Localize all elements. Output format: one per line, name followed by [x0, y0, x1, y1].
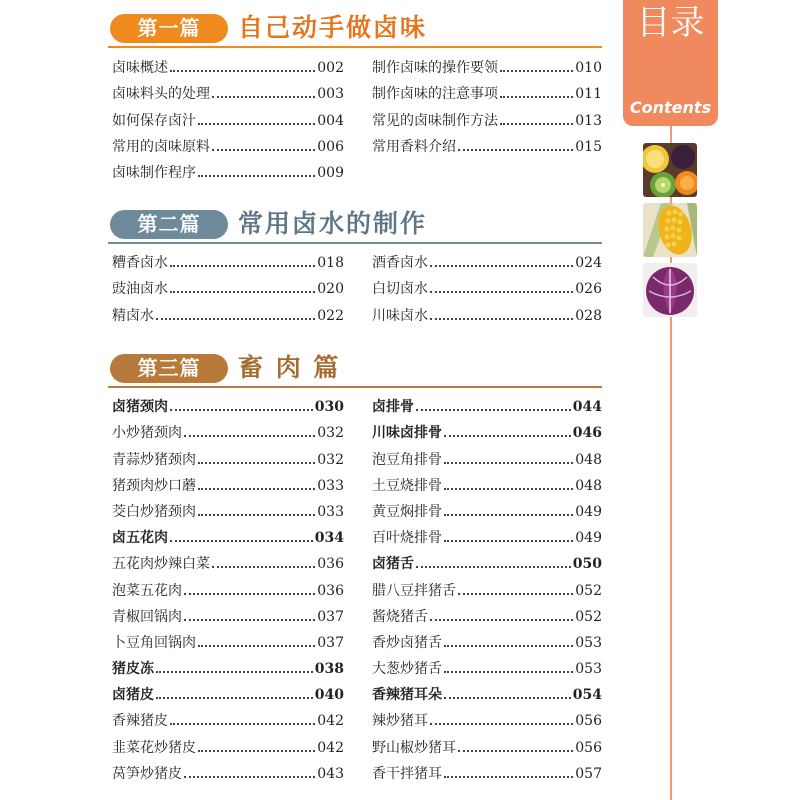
toc-entry-page-number: 034 [314, 530, 344, 547]
section-2-right-list [372, 246, 602, 325]
toc-entry-title: 香辣猪皮 [112, 713, 168, 730]
dot-leader [198, 123, 315, 125]
dot-leader [500, 70, 573, 72]
dot-leader [444, 540, 573, 542]
toc-entry-title: 卤味料头的处理 [112, 86, 210, 103]
toc-entry-title: 常见的卤味制作方法 [372, 112, 498, 129]
toc-entry[interactable] [112, 704, 344, 730]
dot-leader [444, 462, 573, 464]
dot-leader [430, 291, 573, 293]
toc-entry-page-number: 032 [317, 425, 344, 442]
toc-entry-title: 野山椒炒猪耳 [372, 739, 456, 756]
toc-entry[interactable] [372, 521, 602, 547]
toc-entry[interactable] [372, 469, 602, 495]
toc-entry-page-number: 036 [317, 582, 344, 599]
toc-entry-title: 卤猪颈肉 [112, 399, 168, 416]
toc-entry[interactable] [372, 600, 602, 626]
toc-entry-page-number: 037 [317, 634, 344, 651]
section-3-badge: 第三篇 [110, 354, 228, 383]
toc-entry-page-number: 042 [317, 739, 344, 756]
toc-entry-title: 卤猪舌 [372, 556, 414, 573]
toc-entry-title: 卜豆角回锅肉 [112, 634, 196, 651]
toc-entry[interactable] [112, 416, 344, 442]
dot-leader [444, 697, 571, 699]
toc-entry-title: 制作卤味的注意事项 [372, 86, 498, 103]
toc-entry-title: 猪皮冻 [112, 661, 154, 678]
toc-entry-title: 五花肉炒辣白菜 [112, 556, 210, 573]
dot-leader [212, 566, 315, 568]
toc-entry-page-number: 053 [575, 661, 602, 678]
toc-entry-title: 土豆烧排骨 [372, 477, 442, 494]
toc-entry-page-number: 024 [575, 255, 602, 272]
toc-entry[interactable] [372, 547, 602, 573]
toc-entry-title: 酒香卤水 [372, 255, 428, 272]
dot-leader [416, 409, 571, 411]
section-2-rule [108, 242, 602, 244]
section-3-right-list [372, 390, 602, 783]
toc-entry-page-number: 048 [575, 477, 602, 494]
section-1-right-list [372, 51, 602, 156]
toc-entry-title: 卤味制作程序 [112, 164, 196, 181]
toc-entry-title: 卤排骨 [372, 399, 414, 416]
toc-entry-page-number: 010 [575, 60, 602, 77]
toc-entry[interactable] [112, 442, 344, 468]
dot-leader [198, 645, 315, 647]
red-cabbage-photo [643, 263, 697, 317]
dot-leader [444, 514, 573, 516]
toc-entry-title: 青椒回锅肉 [112, 608, 182, 625]
toc-entry-title: 卤味概述 [112, 60, 168, 77]
toc-entry[interactable] [372, 390, 602, 416]
dot-leader [500, 96, 573, 98]
toc-entry-page-number: 044 [572, 399, 602, 416]
dot-leader [170, 291, 315, 293]
section-3-title: 畜 肉 篇 [238, 353, 341, 382]
toc-entry[interactable] [112, 130, 344, 156]
dot-leader [184, 593, 315, 595]
toc-entry-page-number: 013 [575, 112, 602, 129]
toc-entry-page-number: 048 [575, 451, 602, 468]
toc-entry[interactable] [372, 626, 602, 652]
toc-entry[interactable] [372, 77, 602, 103]
section-3-header [108, 348, 602, 388]
toc-entry-title: 如何保存卤汁 [112, 112, 196, 129]
dot-leader [184, 619, 315, 621]
toc-entry[interactable] [112, 652, 344, 678]
toc-entry[interactable] [112, 77, 344, 103]
toc-entry-title: 白切卤水 [372, 281, 428, 298]
toc-entry-page-number: 040 [314, 687, 344, 704]
dot-leader [184, 435, 315, 437]
toc-entry[interactable] [112, 495, 344, 521]
corn-photo [643, 203, 697, 257]
toc-entry-title: 卤五花肉 [112, 530, 168, 547]
dot-leader [156, 671, 313, 673]
toc-entry[interactable] [372, 51, 602, 77]
toc-entry-page-number: 050 [572, 556, 602, 573]
dot-leader [430, 723, 573, 725]
toc-entry-page-number: 057 [575, 765, 602, 782]
toc-entry-title: 辣炒猪耳 [372, 713, 428, 730]
toc-entry-page-number: 036 [317, 556, 344, 573]
dot-leader [458, 750, 573, 752]
toc-entry-page-number: 032 [317, 451, 344, 468]
dot-leader [444, 671, 573, 673]
section-1-title: 自己动手做卤味 [238, 13, 428, 42]
toc-entry-title: 川味卤水 [372, 307, 428, 324]
toc-entry-title: 泡豆角排骨 [372, 451, 442, 468]
contents-tab [623, 0, 718, 126]
toc-entry-title: 糟香卤水 [112, 255, 168, 272]
dot-leader [156, 318, 315, 320]
toc-entry[interactable] [112, 521, 344, 547]
toc-entry-page-number: 049 [575, 530, 602, 547]
toc-entry-page-number: 022 [317, 307, 344, 324]
toc-entry[interactable] [372, 678, 602, 704]
dot-leader [198, 175, 315, 177]
toc-entry[interactable] [372, 272, 602, 298]
toc-entry-title: 香炒卤猪舌 [372, 634, 442, 651]
toc-entry[interactable] [112, 298, 344, 324]
toc-entry[interactable] [372, 298, 602, 324]
dot-leader [444, 776, 573, 778]
toc-entry-title: 泡菜五花肉 [112, 582, 182, 599]
dot-leader [198, 514, 315, 516]
toc-entry[interactable] [372, 704, 602, 730]
dot-leader [212, 96, 315, 98]
toc-entry[interactable] [112, 730, 344, 756]
section-2-badge: 第二篇 [110, 210, 228, 239]
toc-entry[interactable] [372, 442, 602, 468]
dot-leader [170, 409, 313, 411]
toc-entry-page-number: 004 [317, 112, 344, 129]
toc-entry-page-number: 046 [572, 425, 602, 442]
toc-entry-title: 豉油卤水 [112, 281, 168, 298]
toc-entry-page-number: 054 [572, 687, 602, 704]
toc-entry[interactable] [372, 757, 602, 783]
dot-leader [444, 435, 571, 437]
toc-entry[interactable] [112, 626, 344, 652]
toc-entry[interactable] [112, 156, 344, 182]
section-1-header [108, 8, 602, 48]
toc-entry[interactable] [112, 469, 344, 495]
toc-entry[interactable] [112, 272, 344, 298]
toc-entry[interactable] [112, 246, 344, 272]
toc-entry-page-number: 052 [575, 608, 602, 625]
toc-entry-page-number: 020 [317, 281, 344, 298]
toc-entry[interactable] [112, 51, 344, 77]
section-3-left-list [112, 390, 344, 783]
toc-entry-page-number: 002 [317, 60, 344, 77]
contents-tab-subtitle: Contents [629, 98, 712, 117]
toc-entry-title: 酱烧猪舌 [372, 608, 428, 625]
toc-entry[interactable] [372, 103, 602, 129]
toc-entry-title: 韭菜花炒猪皮 [112, 739, 196, 756]
toc-entry-title: 精卤水 [112, 307, 154, 324]
dot-leader [500, 123, 573, 125]
dot-leader [444, 645, 573, 647]
toc-entry-title: 大葱炒猪舌 [372, 661, 442, 678]
toc-entry-title: 百叶烧排骨 [372, 530, 442, 547]
toc-entry-title: 香辣猪耳朵 [372, 687, 442, 704]
dot-leader [458, 593, 573, 595]
section-3-rule [108, 386, 602, 388]
toc-entry-page-number: 003 [317, 86, 344, 103]
section-1-badge: 第一篇 [110, 14, 228, 43]
dot-leader [416, 566, 571, 568]
toc-entry-page-number: 015 [575, 138, 602, 155]
toc-entry-page-number: 030 [314, 399, 344, 416]
toc-entry-page-number: 018 [317, 255, 344, 272]
toc-entry-title: 黄豆焖排骨 [372, 503, 442, 520]
toc-entry-title: 莴笋炒猪皮 [112, 765, 182, 782]
toc-entry[interactable] [372, 495, 602, 521]
toc-entry-title: 卤猪皮 [112, 687, 154, 704]
toc-entry-page-number: 033 [317, 477, 344, 494]
toc-entry-page-number: 052 [575, 582, 602, 599]
dot-leader [458, 149, 573, 151]
section-2-left-list [112, 246, 344, 325]
toc-entry-title: 香干拌猪耳 [372, 765, 442, 782]
dot-leader [156, 697, 313, 699]
toc-entry-page-number: 026 [575, 281, 602, 298]
toc-entry-page-number: 056 [575, 739, 602, 756]
toc-entry-title: 猪颈肉炒口蘑 [112, 477, 196, 494]
toc-entry-title: 常用的卤味原料 [112, 138, 210, 155]
toc-entry-page-number: 009 [317, 164, 344, 181]
dot-leader [184, 776, 315, 778]
toc-entry[interactable] [372, 730, 602, 756]
toc-entry-page-number: 038 [314, 661, 344, 678]
toc-entry-title: 茭白炒猪颈肉 [112, 503, 196, 520]
toc-entry[interactable] [112, 103, 344, 129]
toc-entry-title: 小炒猪颈肉 [112, 425, 182, 442]
dot-leader [170, 540, 313, 542]
toc-entry-page-number: 042 [317, 713, 344, 730]
toc-entry-page-number: 033 [317, 503, 344, 520]
toc-entry-title: 川味卤排骨 [372, 425, 442, 442]
toc-entry[interactable] [112, 547, 344, 573]
toc-entry[interactable] [372, 130, 602, 156]
fruit-photo [643, 143, 697, 197]
toc-entry-title: 腊八豆拌猪舌 [372, 582, 456, 599]
dot-leader [170, 265, 315, 267]
toc-entry[interactable] [112, 600, 344, 626]
section-1-rule [108, 46, 602, 48]
dot-leader [170, 70, 315, 72]
toc-entry[interactable] [112, 757, 344, 783]
toc-entry[interactable] [372, 416, 602, 442]
section-2-title: 常用卤水的制作 [238, 209, 428, 238]
toc-entry[interactable] [112, 390, 344, 416]
dot-leader [430, 318, 573, 320]
dot-leader [198, 462, 315, 464]
toc-entry[interactable] [112, 573, 344, 599]
section-1-left-list [112, 51, 344, 182]
toc-entry[interactable] [372, 652, 602, 678]
dot-leader [170, 723, 315, 725]
dot-leader [444, 488, 573, 490]
dot-leader [212, 149, 315, 151]
toc-entry-title: 青蒜炒猪颈肉 [112, 451, 196, 468]
toc-entry-page-number: 053 [575, 634, 602, 651]
toc-entry-page-number: 006 [317, 138, 344, 155]
toc-entry-page-number: 011 [575, 86, 602, 103]
dot-leader [198, 750, 315, 752]
toc-entry[interactable] [372, 246, 602, 272]
dot-leader [430, 265, 573, 267]
toc-entry-page-number: 043 [317, 765, 344, 782]
toc-entry-page-number: 028 [575, 307, 602, 324]
toc-entry[interactable] [372, 573, 602, 599]
toc-entry-page-number: 056 [575, 713, 602, 730]
dot-leader [198, 488, 315, 490]
toc-entry-title: 制作卤味的操作要领 [372, 60, 498, 77]
section-2-header [108, 204, 602, 244]
toc-entry-title: 常用香料介绍 [372, 138, 456, 155]
contents-tab-title: 目录 [636, 3, 705, 43]
toc-entry[interactable] [112, 678, 344, 704]
dot-leader [430, 619, 573, 621]
toc-entry-page-number: 037 [317, 608, 344, 625]
toc-entry-page-number: 049 [575, 503, 602, 520]
